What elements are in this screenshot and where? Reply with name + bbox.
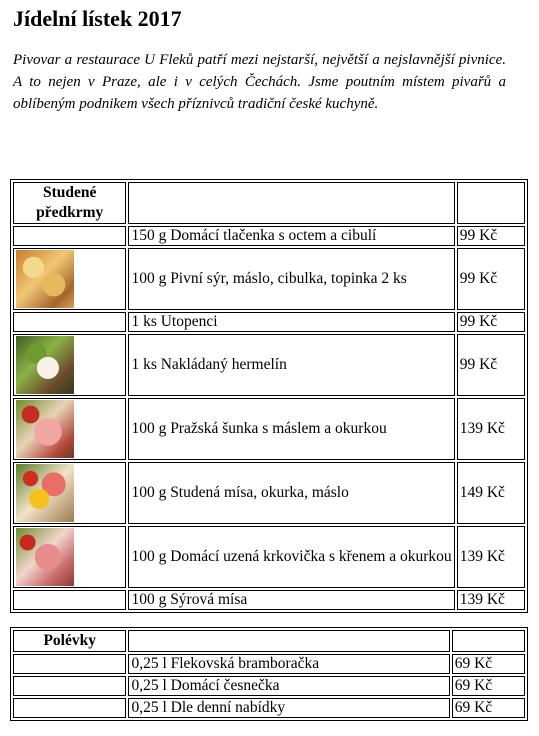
menu-item-name: 0,25 l Domácí česnečka <box>128 676 449 696</box>
menu-item-price: 149 Kč <box>457 462 525 524</box>
menu-item-row <box>13 226 525 246</box>
menu-item-name: 1 ks Utopenci <box>128 312 454 332</box>
menu-item-name: 100 g Pivní sýr, máslo, cibulka, topinka 2 ks <box>128 248 454 310</box>
menu-item-name: 100 g Studená mísa, okurka, máslo <box>128 462 454 524</box>
menu-item-price: 139 Kč <box>457 526 525 588</box>
empty-image-cell <box>13 590 126 610</box>
menu-item-price: 139 Kč <box>457 590 525 610</box>
empty-image-cell <box>13 226 126 246</box>
menu-item-row <box>13 676 525 696</box>
menu-item-row <box>13 590 525 610</box>
menu-item-price: 99 Kč <box>457 312 525 332</box>
image-cell <box>13 248 126 310</box>
section-title: Polévky <box>13 630 126 652</box>
empty-cell <box>457 182 525 224</box>
menu-item-row <box>13 462 525 524</box>
page-title: Jídelní lístek 2017 <box>13 6 182 31</box>
menu-item-row <box>13 698 525 718</box>
menu-item-price: 99 Kč <box>457 226 525 246</box>
menu-item-name: 100 g Pražská šunka s máslem a okurkou <box>128 398 454 460</box>
menu-item-name: 150 g Domácí tlačenka s octem a cibulí <box>128 226 454 246</box>
menu-item-price: 99 Kč <box>457 334 525 396</box>
menu-item-price: 99 Kč <box>457 248 525 310</box>
prague-ham-photo <box>16 400 74 458</box>
cold-starters-table <box>10 179 528 613</box>
image-cell <box>13 398 126 460</box>
empty-cell <box>128 630 449 652</box>
empty-cell <box>452 630 525 652</box>
menu-item-row <box>13 312 525 332</box>
menu-item-row <box>13 654 525 674</box>
menu-item-name: 100 g Domácí uzená krkovička s křenem a okurkou <box>128 526 454 588</box>
soups-table <box>10 627 528 721</box>
intro-paragraph: Pivovar a restaurace U Fleků patří mezi nejstarší, největší a nejslavnější pivnice. A to nejen v Praze, ale i v celých Čechách. Jsme poutním místem pivařů a oblíbeným podnikem všech příznivců tradiční české kuchyně. <box>13 52 506 112</box>
empty-cell <box>13 654 126 674</box>
image-cell <box>13 526 126 588</box>
smoked-pork-photo <box>16 528 74 586</box>
image-cell <box>13 334 126 396</box>
cold-platter-photo <box>16 464 74 522</box>
menu-item-row <box>13 334 525 396</box>
fried-toast-photo <box>16 250 74 308</box>
empty-image-cell <box>13 312 126 332</box>
menu-item-row <box>13 526 525 588</box>
menu-item-price: 139 Kč <box>457 398 525 460</box>
empty-cell <box>13 698 126 718</box>
section-title: Studené předkrmy <box>13 182 126 224</box>
section-header-row <box>13 182 525 224</box>
menu-item-price: 69 Kč <box>452 654 525 674</box>
section-header-row <box>13 630 525 652</box>
menu-item-price: 69 Kč <box>452 676 525 696</box>
pickled-cheese-photo <box>16 336 74 394</box>
menu-item-row <box>13 248 525 310</box>
menu-item-name: 0,25 l Dle denní nabídky <box>128 698 449 718</box>
empty-cell <box>128 182 454 224</box>
menu-item-row <box>13 398 525 460</box>
image-cell <box>13 462 126 524</box>
menu-item-name: 0,25 l Flekovská bramboračka <box>128 654 449 674</box>
empty-cell <box>13 676 126 696</box>
menu-item-price: 69 Kč <box>452 698 525 718</box>
menu-item-name: 1 ks Nakládaný hermelín <box>128 334 454 396</box>
menu-item-name: 100 g Sýrová mísa <box>128 590 454 610</box>
